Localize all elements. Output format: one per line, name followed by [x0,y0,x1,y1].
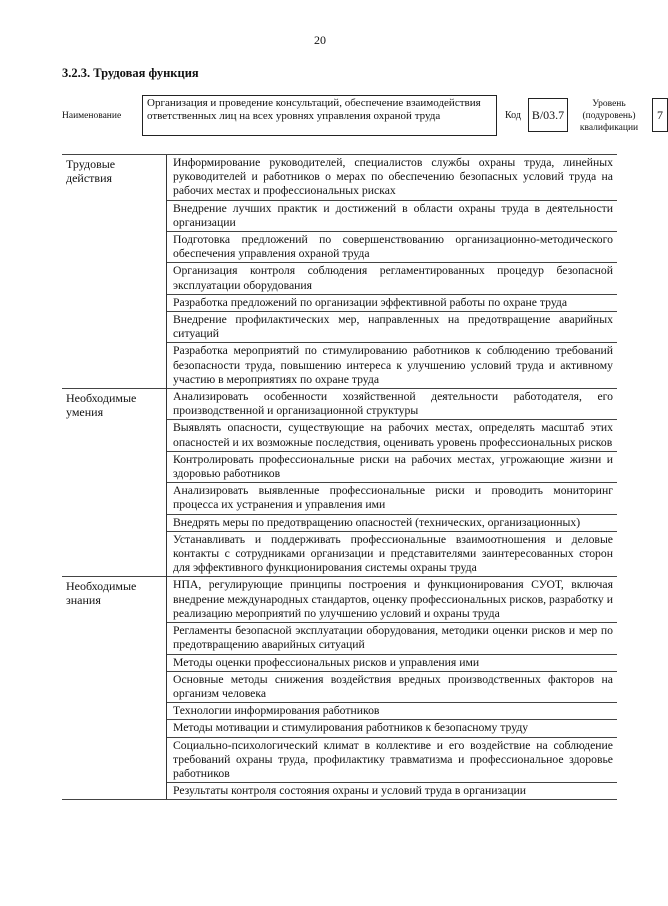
code-label: Код [505,110,521,121]
function-table [62,154,617,800]
section-row [62,577,617,800]
list-item: Подготовка предложений по совершенствованию организационно-методического обеспечения управления охраной труда [167,232,617,263]
section-row [62,389,617,577]
list-item: Регламенты безопасной эксплуатации оборудования, методики оценки рисков и мер по предотвращению аварийных ситуаций [167,623,617,654]
list-item: НПА, регулирующие принципы построения и функционирования СУОТ, включая внедрение международных стандартов, оценку профессиональных рисков, разработку и реализацию мероприятий по улучшению условий и охраны труда [167,577,617,623]
list-item: Выявлять опасности, существующие на рабочих местах, определять масштаб этих опасностей и их возможные последствия, оценивать уровень профессиональных рисков [167,420,617,451]
list-item: Устанавливать и поддерживать профессиональные взаимоотношения и деловые контакты с сотрудниками организации и представителями заинтересованных сторон для эффективного функционирования системы охраны труда [173,532,613,575]
list-item: Основные методы снижения воздействия вредных производственных факторов на организм человека [167,672,617,703]
level-value: 7 [652,98,668,132]
section-title-labor-actions: Трудовые действия [62,155,167,389]
function-name: Организация и проведение консультаций, обеспечение взаимодействия ответственных лиц на всех уровнях управления охраной труда [142,95,497,136]
list-item: Социально-психологический климат в коллективе и его воздействие на соблюдение требований охраны труда, профилактику травматизма и профессиональное здоровье работников [167,738,617,784]
list-item: Организация контроля соблюдения регламентированных процедур безопасной эксплуатации оборудования [167,263,617,294]
section-items [167,155,618,389]
list-item: Технологии информирования работников [167,703,617,720]
list-item: Внедрять меры по предотвращению опасностей (технических, организационных) [167,515,617,532]
list-item: Методы мотивации и стимулирования работников к безопасному труду [167,720,617,737]
list-item: Анализировать особенности хозяйственной деятельности работодателя, его производственной и организационной структуры [167,389,617,420]
list-item: Методы оценки профессиональных рисков и управления ими [167,655,617,672]
section-items [167,577,618,800]
code-value: B/03.7 [528,98,568,132]
list-item: Разработка предложений по организации эффективной работы по охране труда [167,295,617,312]
section-title-skills: Необходимые умения [62,389,167,577]
name-label: Наименование [62,110,122,121]
list-item: Внедрение лучших практик и достижений в области охраны труда в деятельности организации [167,201,617,232]
page-number: 20 [314,33,326,47]
list-item: Разработка мероприятий по стимулированию работников к соблюдению требований безопасности труда, повышению интереса к улучшению условий труда и активному участию в мероприятиях по охране труда [173,344,613,386]
function-header [62,95,663,136]
list-item: Контролировать профессиональные риски на рабочих местах, угрожающие жизни и здоровью работников [167,452,617,483]
list-item: Внедрение профилактических мер, направленных на предотвращение аварийных ситуаций [167,312,617,343]
section-items [167,389,618,577]
list-item: Анализировать выявленные профессиональные риски и проводить мониторинг процесса их устранения и управления ими [167,483,617,514]
list-item: Информирование руководителей, специалистов службы охраны труда, линейных руководителей и работников о мерах по обеспечению безопасных условий труда на рабочих местах и профессиональных рисках [167,155,617,201]
section-title-knowledge: Необходимые знания [62,577,167,800]
section-title: 3.2.3. Трудовая функция [62,66,199,80]
list-item: Результаты контроля состояния охраны и условий труда в организации [173,784,527,798]
level-label: Уровень (подуровень) квалификации [579,98,639,133]
section-row [62,155,617,389]
